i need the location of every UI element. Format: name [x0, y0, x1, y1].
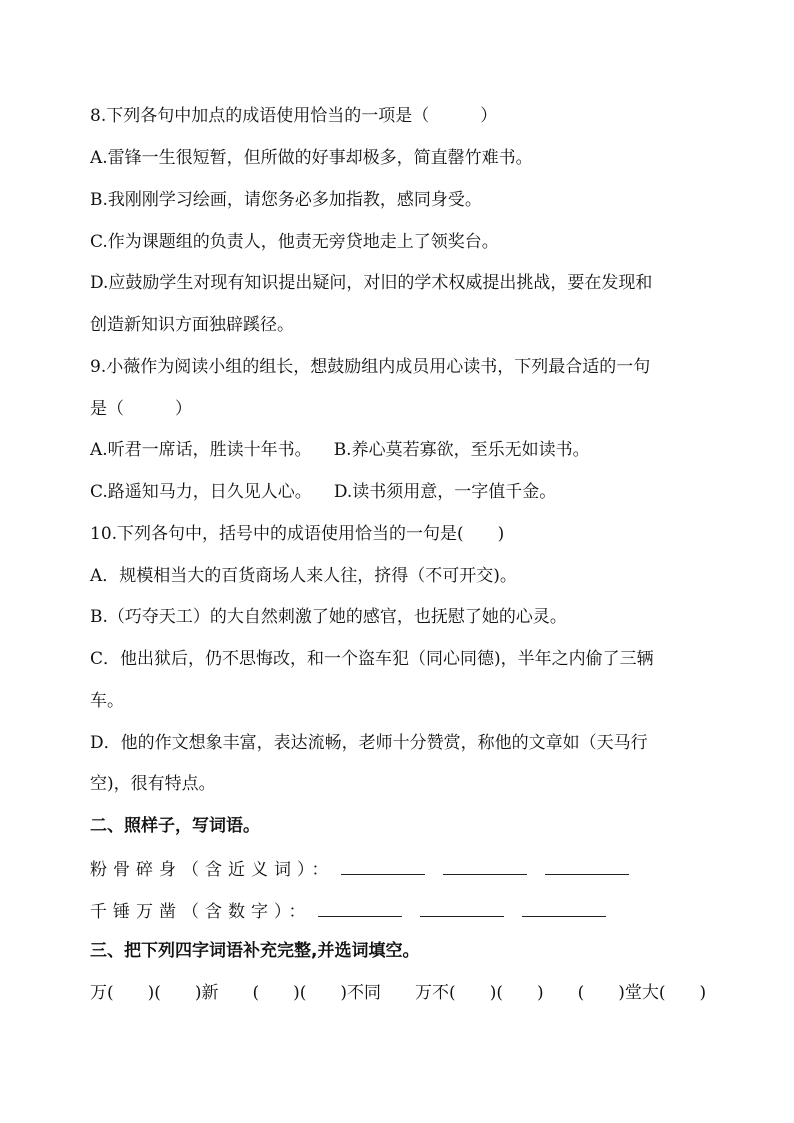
q10-option-d-line1: D．他的作文想象丰富，表达流畅，老师十分赞赏，称他的文章如（天马行 — [90, 733, 648, 753]
q9-option-c: C.路遥知马力，日久见人心。 — [90, 482, 312, 502]
section2-row1 — [90, 860, 647, 879]
q8-option-d-line2: 创造新知识方面独辟蹊径。 — [90, 315, 294, 335]
q8-option-a: A.雷锋一生很短暂，但所做的好事却极多，简直罄竹难书。 — [90, 148, 533, 168]
q9-options-cd — [90, 484, 556, 501]
answer-blank[interactable] — [341, 860, 425, 875]
answer-blank[interactable] — [545, 860, 629, 875]
q9-stem-line1: 9.小薇作为阅读小组的组长，想鼓励组内成员用心读书，下列最合适的一句 — [90, 357, 651, 377]
q10-option-c-line1: C．他出狱后，仍不思悔改，和一个盗车犯（同心同德)，半年之内偷了三辆 — [90, 649, 654, 669]
q10-option-a: A．规模相当大的百货商场人来人往，挤得（不可开交)。 — [90, 566, 517, 586]
q9-option-d: D.读书须用意，一字值千金。 — [333, 482, 557, 502]
q8-stem: 8.下列各句中加点的成语使用恰当的一项是（ ） — [90, 106, 498, 126]
q9-option-a: A.听君一席话，胜读十年书。 — [90, 440, 312, 460]
q8-option-c: C.作为课题组的负责人，他责无旁贷地走上了领奖台。 — [90, 232, 499, 252]
q8-option-d-line1: D.应鼓励学生对现有知识提出疑问，对旧的学术权威提出挑战，要在发现和 — [90, 273, 653, 293]
section2-row2-label: 千锤万凿（含数字）： — [90, 902, 312, 922]
q10-option-d-line2: 空)，很有特点。 — [90, 774, 216, 794]
q9-option-b: B.养心莫若寡欲，至乐无如读书。 — [333, 440, 590, 460]
q10-option-c-line2: 车。 — [90, 691, 124, 711]
q10-stem: 10.下列各句中，括号中的成语使用恰当的一句是( ) — [90, 524, 505, 544]
q10-option-b: B.（巧夺天工）的大自然刺激了她的感官，也抚慰了她的心灵。 — [90, 607, 567, 627]
answer-blank[interactable] — [522, 902, 606, 917]
q9-stem-line2: 是（ ） — [90, 399, 192, 419]
q8-option-b: B.我刚刚学习绘画，请您务必多加指教，感同身受。 — [90, 190, 482, 210]
section2-heading: 二、照样子，写词语。 — [90, 816, 260, 836]
section3-heading: 三、把下列四字词语补充完整,并选词填空。 — [90, 941, 420, 961]
section2-row1-label: 粉骨碎身（含近义词）： — [90, 860, 335, 880]
answer-blank[interactable] — [443, 860, 527, 875]
answer-blank[interactable] — [420, 902, 504, 917]
q9-options-ab — [90, 442, 590, 459]
answer-blank[interactable] — [318, 902, 402, 917]
section3-items: 万( )( )新 ( )( )不同 万不( )( ) ( )堂大( ) — [90, 983, 707, 1003]
section2-row2 — [90, 902, 624, 921]
